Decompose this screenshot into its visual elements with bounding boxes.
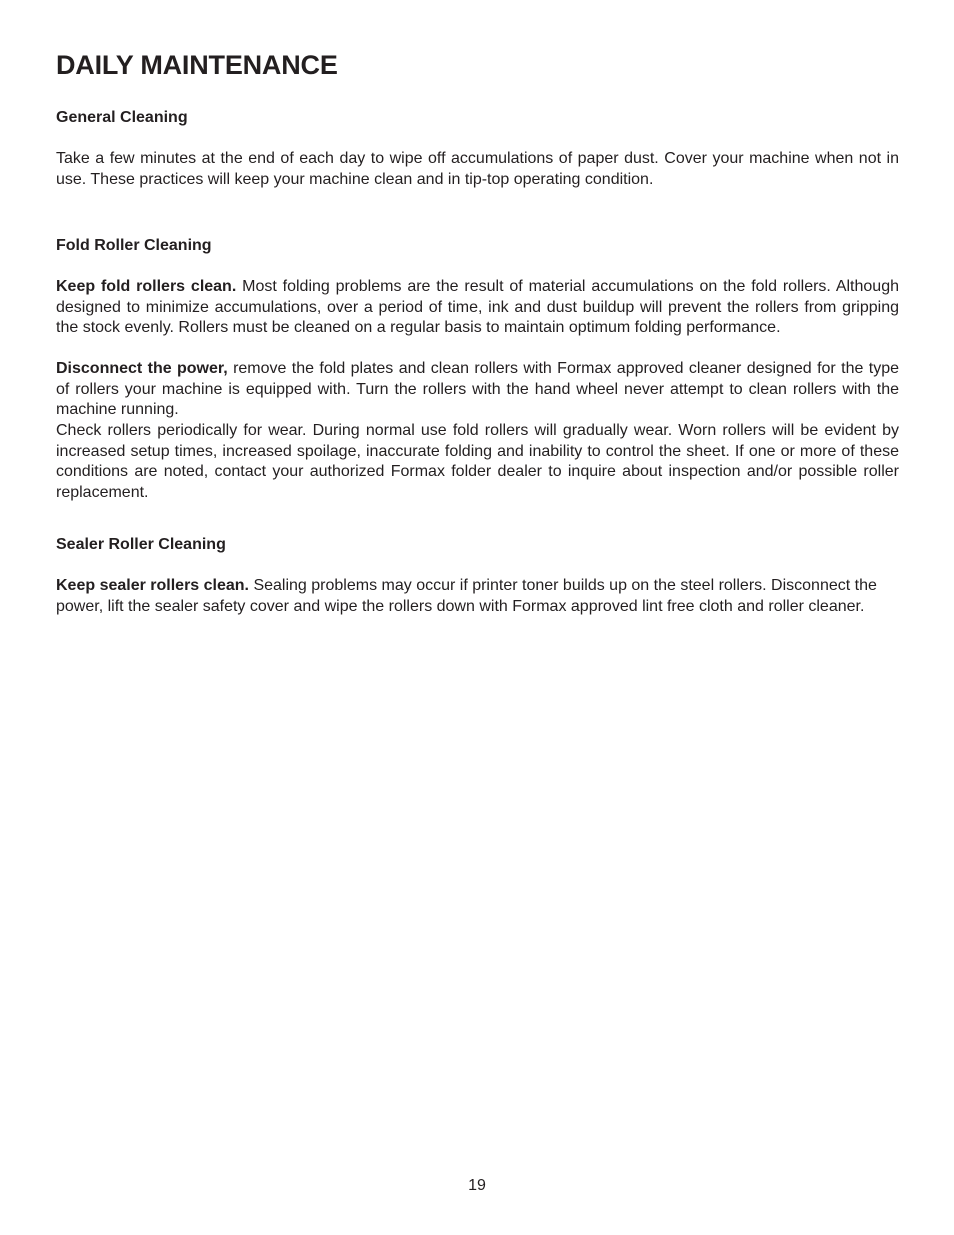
- sealer-roller-lead: Keep sealer rollers clean.: [56, 577, 249, 594]
- fold-roller-text-2: remove the fold plates and clean rollers with Formax approved cleaner designed for the type of rollers your machine is equipped with. Turn the rollers with the hand wheel never attempt to clean rollers with the machine running.: [56, 360, 899, 419]
- general-cleaning-paragraph: [56, 149, 899, 190]
- fold-roller-lead-1: Keep fold rollers clean.: [56, 278, 237, 295]
- fold-roller-paragraph-1: [56, 277, 899, 339]
- fold-roller-text-1: Most folding problems are the result of material accumulations on the fold rollers. Although designed to minimize accumulations, over a period of time, ink and dust buildup will prevent the rollers from gripping the stock evenly. Rollers must be cleaned on a regular basis to maintain optimum folding performance.: [56, 278, 899, 337]
- fold-roller-text-3: Check rollers periodically for wear. During normal use fold rollers will gradually wear. Worn rollers will be evident by increased setup times, increased spoilage, inaccurate folding and inability to control the sheet. If one or more of these conditions are noted, contact your authorized Formax folder dealer to inquire about inspection and/or possible roller replacement.: [56, 422, 899, 501]
- sealer-roller-paragraph: [56, 576, 899, 617]
- section-heading-general-cleaning: General Cleaning: [56, 109, 188, 126]
- general-cleaning-text: Take a few minutes at the end of each day to wipe off accumulations of paper dust. Cover your machine when not in use. These practices will keep your machine clean and in tip-top operating condition.: [56, 150, 899, 188]
- fold-roller-paragraph-3: [56, 421, 899, 503]
- sealer-roller-text: Sealing problems may occur if printer toner builds up on the steel rollers. Disconnect the power, lift the sealer safety cover and wipe the rollers down with Formax approved lint free cloth and roller cleaner.: [56, 577, 877, 615]
- page-number: 19: [468, 1177, 486, 1194]
- fold-roller-lead-2: Disconnect the power,: [56, 360, 228, 377]
- page-title: DAILY MAINTENANCE: [56, 50, 338, 80]
- section-heading-fold-roller-cleaning: Fold Roller Cleaning: [56, 237, 212, 254]
- fold-roller-paragraph-2: [56, 359, 899, 421]
- section-heading-sealer-roller-cleaning: Sealer Roller Cleaning: [56, 536, 226, 553]
